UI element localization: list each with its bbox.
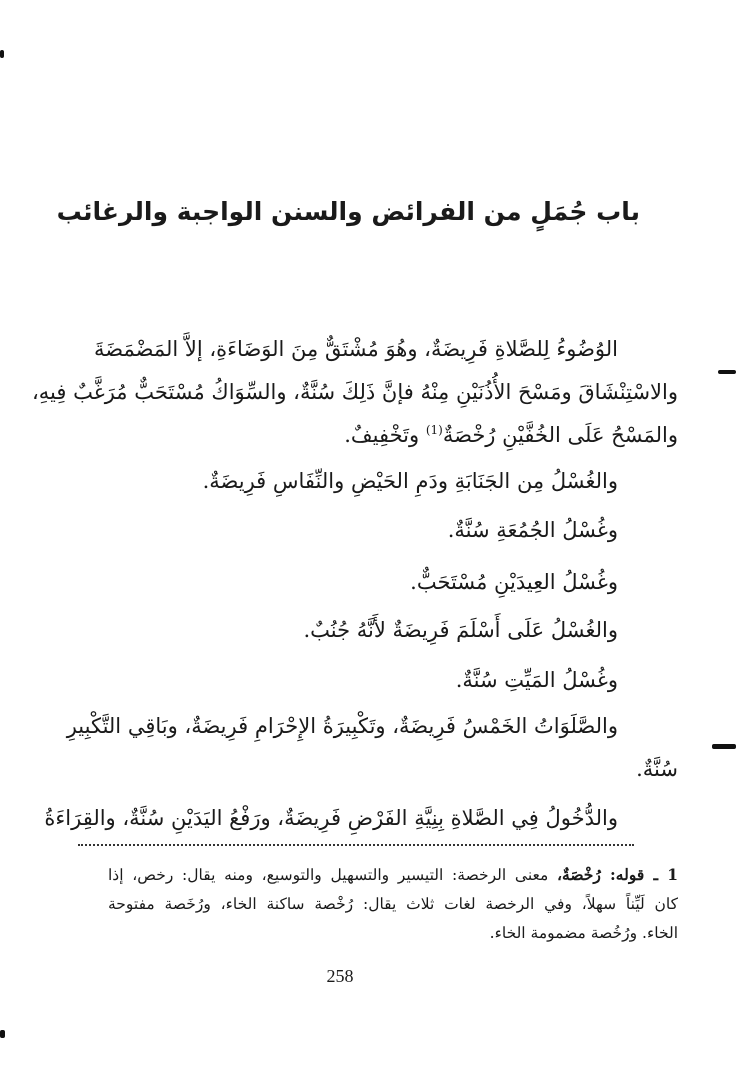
- paragraph-ablution: [32, 328, 678, 457]
- paragraph-entering-prayer: [44, 797, 678, 840]
- list-item: [118, 610, 678, 650]
- footnote: [108, 860, 678, 948]
- paragraph-line: والصَّلَوَاتُ الخَمْسُ فَرِيضَةٌ، وتَكْبِيرَةُ الإِحْرَامِ فَرِيضَةٌ، وبَاقِي التَّكْبِيرِ: [66, 714, 618, 738]
- paragraph-line: والدُّخُولُ فِي الصَّلاةِ بِنِيَّةِ الفَرْضِ فَرِيضَةٌ، ورَفْعُ اليَدَيْنِ سُنَّةٌ، والقِرَاءَةُ: [44, 806, 618, 830]
- footnote-separator: [78, 844, 634, 846]
- list-item: [118, 660, 678, 700]
- item-text: وغُسْلُ المَيِّتِ سُنَّةٌ.: [455, 668, 618, 692]
- scan-mark: [0, 50, 4, 58]
- line-text: والمَسْحُ عَلَى الخُفَّيْنِ رُخْصَةٌ: [442, 423, 678, 447]
- paragraph-line: سُنَّةٌ.: [636, 757, 678, 781]
- footnote-lead: 1 ـ قوله: رُخْصَةٌ،: [557, 865, 678, 884]
- item-text: وغُسْلُ العِيدَيْنِ مُسْتَحَبٌّ.: [410, 570, 618, 594]
- paragraph-line: [118, 414, 678, 457]
- footnote-marker[interactable]: (1): [425, 423, 443, 437]
- chapter-title: باب جُمَلٍ من الفرائض والسنن الواجبة والرغائب: [56, 197, 640, 226]
- list-item: [118, 562, 678, 602]
- paragraph-prayers: [66, 705, 678, 791]
- footnote-line: [108, 860, 678, 890]
- list-item: [118, 510, 678, 550]
- footnote-line: الخاء. ورُخُصة مضمومة الخاء.: [489, 924, 678, 942]
- scan-mark: [712, 744, 736, 749]
- footnote-line: كان لَيِّناً سهلاً، وفي الرخصة لغات ثلاث يقال: رُخْصة ساكنة الخاء، ورُخَصة مفتوحة: [108, 895, 678, 913]
- paragraph-line: الوُضُوءُ لِلصَّلاةِ فَرِيضَةٌ، وهُوَ مُشْتَقٌّ مِنَ الوَضَاءَةِ، إلاَّ المَضْمَضَةَ: [94, 337, 618, 361]
- paragraph-line: والاسْتِنْشَاقَ ومَسْحَ الأُذُنَيْنِ مِنْهُ فإنَّ ذَلِكَ سُنَّةٌ، والسِّوَاكُ مُسْتَحَبٌّ مُرَغَّبٌ فِيهِ،: [32, 380, 678, 404]
- item-text: والغُسْلُ عَلَى أَسْلَمَ فَرِيضَةٌ لأَنَّهُ جُنُبٌ.: [303, 618, 618, 642]
- scan-mark: [0, 1030, 5, 1038]
- footnote-text: معنى الرخصة: التيسير والتسهيل والتوسيع، ومنه يقال: رخص، إذا: [108, 866, 558, 884]
- list-item: [118, 461, 678, 501]
- item-text: والغُسْلُ مِن الجَنَابَةِ ودَمِ الحَيْضِ والنِّفَاسِ فَرِيضَةٌ.: [202, 469, 618, 493]
- scan-mark: [718, 370, 736, 374]
- page-number: 258: [326, 966, 354, 986]
- line-text: وتَخْفِيفٌ.: [344, 423, 426, 447]
- item-text: وغُسْلُ الجُمُعَةِ سُنَّةٌ.: [447, 518, 618, 542]
